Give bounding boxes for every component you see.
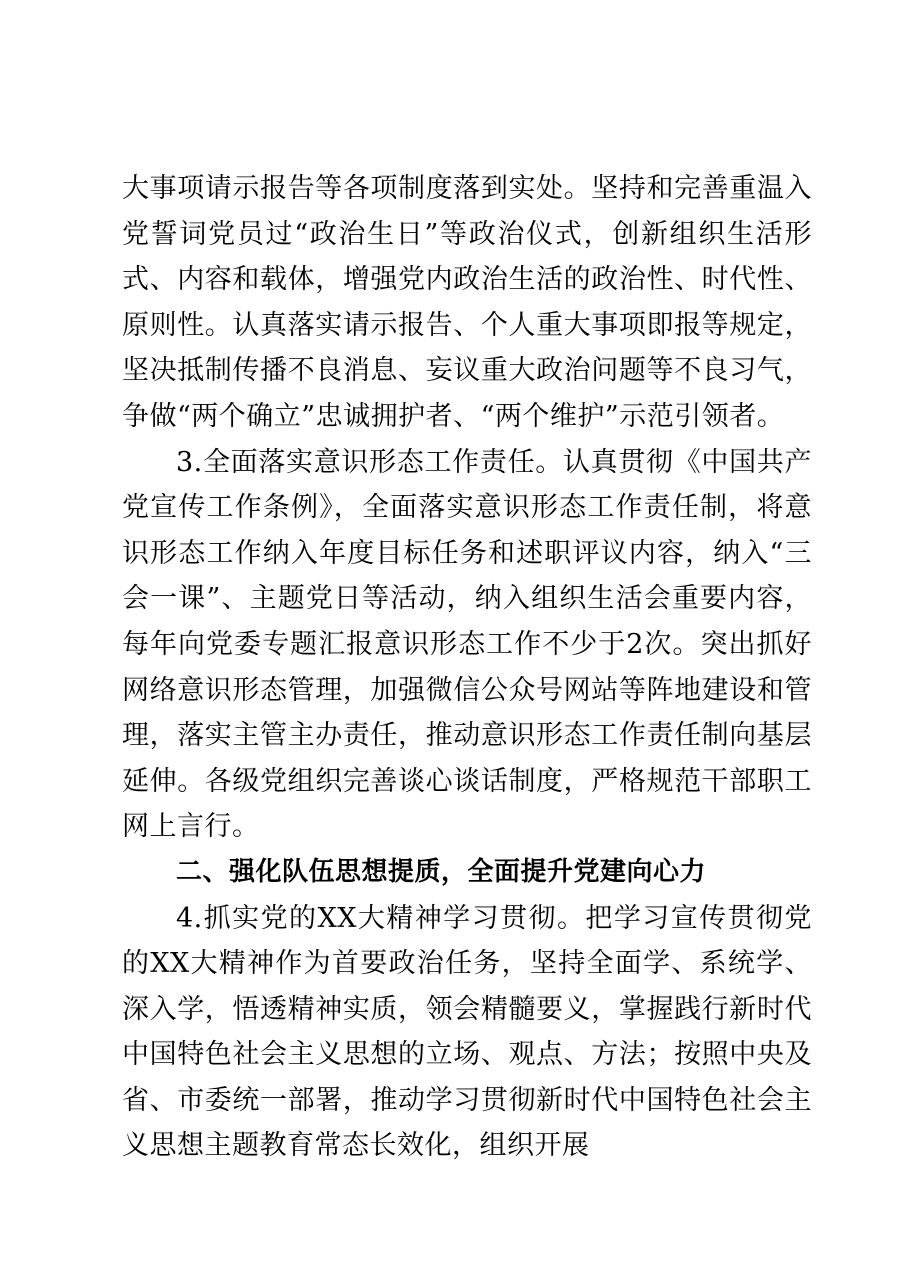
paragraph-ideology-responsibility: 3.全面落实意识形态工作责任。认真贯彻《中国共产党宣传工作条例》，全面落实意识形态工作责任制，将意识形态工作纳入年度目标任务和述职评议内容，纳入“三会一课”、主题党日等活动，纳入组织生活会重要内容，每年向党委专题汇报意识形态工作不少于2次。突出抓好网络意识形态管理，加强微信公众号网站等阵地建设和管理，落实主管主办责任，推动意识形态工作责任制向基层延伸。各级党组织完善谈心谈话制度，严格规范干部职工网上言行。 [122, 446, 812, 843]
paragraph-congress-spirit-study: 4.抓实党的XX大精神学习贯彻。把学习宣传贯彻党的XX大精神作为首要政治任务，坚持全面学、系统学、深入学，悟透精神实质，领会精髓要义，掌握践行新时代中国特色社会主义思想的立场、观点、方法；按照中央及省、市委统一部署，推动学习贯彻新时代中国特色社会主义思想主题教育常态长效化，组织开展 [122, 902, 812, 1162]
document-body [122, 166, 812, 1169]
section-heading-2: 二、强化队伍思想提质，全面提升党建向心力 [176, 856, 707, 887]
paragraph-institution-implementation: 大事项请示报告等各项制度落到实处。坚持和完善重温入党誓词党员过“政治生日”等政治仪式，创新组织生活形式、内容和载体，增强党内政治生活的政治性、时代性、原则性。认真落实请示报告、个人重大事项即报等规定，坚决抵制传播不良消息、妄议重大政治问题等不良习气，争做“两个确立”忠诚拥护者、“两个维护”示范引领者。 [122, 173, 812, 432]
